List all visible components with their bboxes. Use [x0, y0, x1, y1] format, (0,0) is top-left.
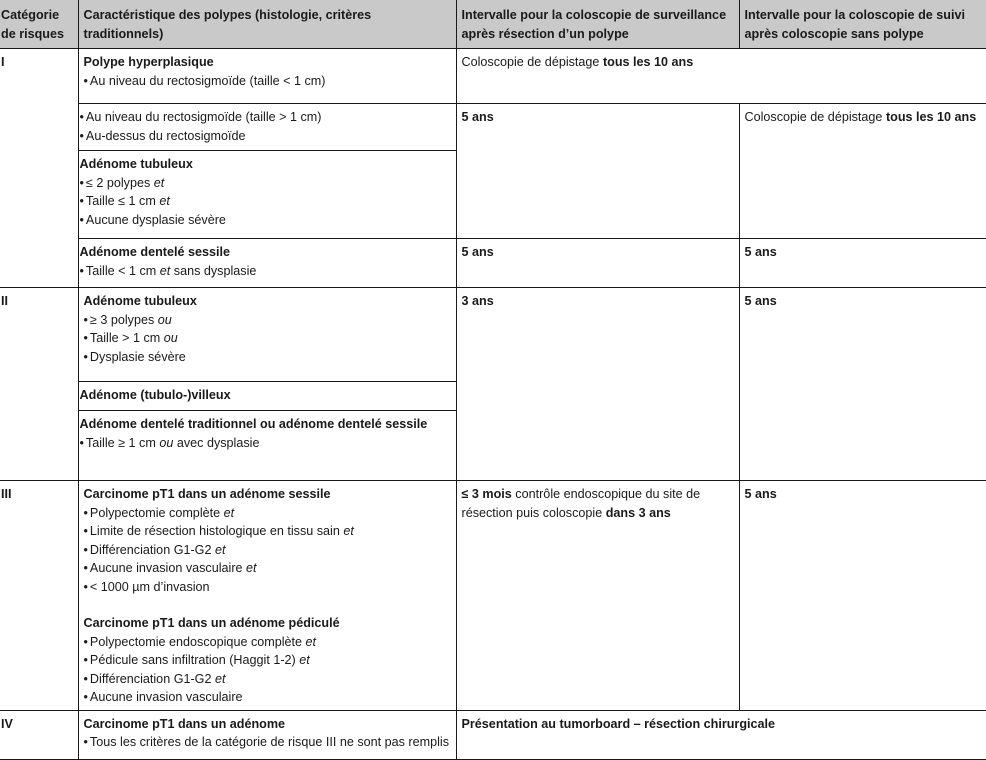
- criterion: • Dysplasie sévère: [84, 348, 453, 367]
- header-polyp-characteristics: Caractéristique des polypes (histologie, critères traditionnels): [78, 0, 456, 49]
- criterion: • Aucune dysplasie sévère: [80, 211, 453, 230]
- polyp-pt1-carcinoma: [78, 481, 456, 711]
- polyp-title: Carcinome pT1 dans un adénome pédiculé: [83, 616, 340, 630]
- surveillance-interval: ≤ 3 mois contrôle endoscopique du site de résection puis coloscopie dans 3 ans: [456, 481, 739, 711]
- criterion: • ≤ 2 polypes et: [80, 174, 453, 193]
- polyp-hyperplastic: [78, 49, 456, 104]
- criterion: • < 1000 µm d’invasion: [84, 578, 453, 597]
- polyp-title: Adénome dentelé traditionnel ou adénome dentelé sessile: [79, 417, 428, 431]
- surveillance-interval: 3 ans: [456, 288, 739, 481]
- polyp-title: Adénome (tubulo-)villeux: [79, 388, 231, 402]
- follow-up-interval: 5 ans: [739, 481, 986, 711]
- criterion: • Pédicule sans infiltration (Haggit 1-2) et: [84, 651, 453, 670]
- risk-category-I: I: [0, 49, 78, 288]
- criterion: • Au niveau du rectosigmoïde (taille < 1 cm): [84, 72, 453, 91]
- polyp-title: Adénome tubuleux: [83, 294, 197, 308]
- criterion: • Aucune invasion vasculaire et: [84, 559, 453, 578]
- criterion: • Limite de résection histologique en tissu sain et: [84, 522, 453, 541]
- header-risk-category: Catégorie de risques: [0, 0, 78, 49]
- table-row: [0, 481, 986, 711]
- polyp-title: Polype hyperplasique: [83, 55, 214, 69]
- interval-cell: Coloscopie de dépistage tous les 10 ans: [456, 49, 986, 104]
- surveillance-interval: 5 ans: [456, 239, 739, 288]
- criterion: • Taille ≤ 1 cm et: [80, 192, 453, 211]
- polyp-title: Carcinome pT1 dans un adénome sessile: [83, 487, 331, 501]
- criterion: • Différenciation G1-G2 et: [84, 670, 453, 689]
- table-row: [0, 710, 986, 759]
- polyp-title: Carcinome pT1 dans un adénome: [83, 716, 286, 731]
- risk-category-II: II: [0, 288, 78, 481]
- polyp-villous-adenoma: [78, 382, 456, 411]
- criterion: • Différenciation G1-G2 et: [84, 541, 453, 560]
- table-row: [0, 49, 986, 104]
- criterion: • Taille < 1 cm et sans dysplasie: [80, 262, 453, 281]
- header-follow-up-interval: Intervalle pour la coloscopie de suivi après coloscopie sans polype: [739, 0, 986, 49]
- interval-cell: Présentation au tumorboard – résection chirurgicale: [456, 710, 986, 759]
- header-surveillance-interval: Intervalle pour la coloscopie de surveillance après résection d’un polype: [456, 0, 739, 49]
- criterion: • Tous les critères de la catégorie de risque III ne sont pas remplis: [84, 733, 453, 752]
- follow-up-interval: Coloscopie de dépistage tous les 10 ans: [739, 104, 986, 239]
- table-row: [0, 239, 986, 288]
- criterion: • Aucune invasion vasculaire: [84, 688, 453, 707]
- follow-up-interval: 5 ans: [739, 288, 986, 481]
- polyp-tubular-adenoma: [78, 151, 456, 239]
- polyp-title: Adénome dentelé sessile: [79, 245, 230, 259]
- polyp-pt1-carcinoma-unmet: [78, 710, 456, 759]
- polyp-sessile-serrated: [78, 239, 456, 288]
- criterion: • Taille ≥ 1 cm ou avec dysplasie: [80, 434, 453, 453]
- table-row: [0, 104, 986, 151]
- polyp-tubular-adenoma: [78, 288, 456, 382]
- polyp-title: Adénome tubuleux: [79, 157, 193, 171]
- criterion: • Polypectomie complète et: [84, 504, 453, 523]
- criterion: • ≥ 3 polypes ou: [84, 311, 453, 330]
- header-row: [0, 0, 986, 49]
- criterion: • Au-dessus du rectosigmoïde: [80, 127, 453, 146]
- table-row: [0, 288, 986, 382]
- surveillance-interval: 5 ans: [456, 104, 739, 239]
- polyp-hyperplastic-large: [78, 104, 456, 151]
- criterion: • Au niveau du rectosigmoïde (taille > 1 cm): [80, 108, 453, 127]
- criterion: • Taille > 1 cm ou: [84, 329, 453, 348]
- risk-category-IV: IV: [0, 710, 78, 759]
- follow-up-interval: 5 ans: [739, 239, 986, 288]
- polyp-traditional-serrated: [78, 411, 456, 481]
- criterion: • Polypectomie endoscopique complète et: [84, 633, 453, 652]
- risk-category-III: III: [0, 481, 78, 711]
